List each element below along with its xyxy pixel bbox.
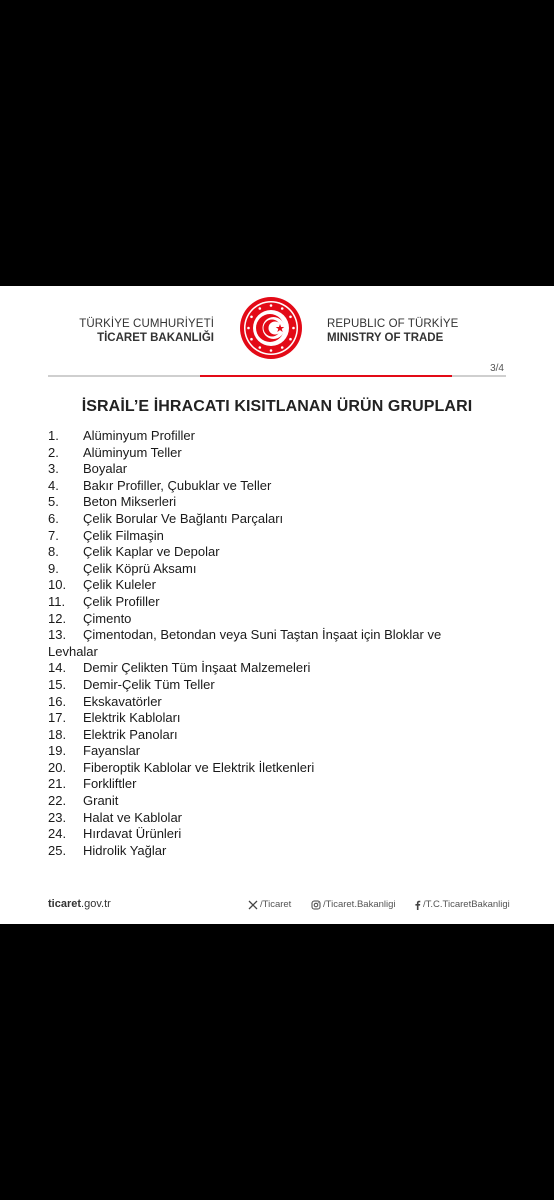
list-item — [48, 677, 468, 694]
x-social-link[interactable] — [248, 899, 291, 910]
x-logo-icon — [248, 900, 258, 910]
item-text: Çelik Kaplar ve Depolar — [83, 544, 220, 560]
list-item — [48, 594, 468, 611]
instagram-social-link[interactable] — [311, 899, 396, 910]
website-domain: .gov.tr — [81, 898, 111, 910]
list-item — [48, 776, 468, 793]
page-number: 3/4 — [490, 363, 504, 374]
letterhead-left — [79, 317, 214, 345]
list-item — [48, 743, 468, 760]
item-text: Beton Mikserleri — [83, 494, 177, 510]
item-text: Fiberoptik Kablolar ve Elektrik İletkenleri — [83, 759, 315, 775]
item-number: 25. — [48, 842, 67, 858]
item-number: 1. — [48, 428, 59, 443]
item-text: Demir-Çelik Tüm Teller — [83, 676, 215, 692]
item-text: Halat ve Kablolar — [83, 809, 182, 825]
facebook-icon — [414, 900, 421, 910]
list-item — [48, 511, 468, 528]
list-item — [48, 810, 468, 827]
list-item — [48, 627, 468, 644]
item-number: 16. — [48, 693, 67, 709]
list-item — [48, 660, 468, 677]
item-number: 19. — [48, 743, 67, 759]
item-text: Çelik Borular Ve Bağlantı Parçaları — [83, 510, 284, 526]
list-item — [48, 843, 468, 860]
item-text: Bakır Profiller, Çubuklar ve Teller — [83, 477, 272, 493]
product-group-list — [48, 428, 468, 859]
list-item-continuation — [48, 644, 468, 661]
item-text: Demir Çelikten Tüm İnşaat Malzemeleri — [83, 660, 311, 676]
item-text: Çelik Köprü Aksamı — [83, 560, 197, 576]
item-number: 4. — [48, 477, 59, 493]
list-item — [48, 445, 468, 462]
instagram-icon — [311, 900, 321, 910]
item-text: Elektrik Kabloları — [83, 710, 181, 726]
list-item — [48, 793, 468, 810]
item-text: Ekskavatörler — [83, 693, 162, 709]
list-item — [48, 461, 468, 478]
footer — [0, 898, 554, 918]
list-item — [48, 694, 468, 711]
item-number: 10. — [48, 577, 67, 593]
letterhead-right — [327, 317, 458, 345]
ministry-name-tr: TİCARET BAKANLIĞI — [97, 332, 214, 344]
list-item — [48, 478, 468, 495]
header-divider — [48, 375, 506, 377]
item-text: Çelik Kuleler — [83, 577, 156, 593]
republic-name-tr: TÜRKİYE CUMHURİYETİ — [79, 318, 214, 330]
item-number: 6. — [48, 510, 59, 526]
x-handle: /Ticaret — [260, 899, 292, 910]
item-text: Granit — [83, 793, 119, 809]
list-item — [48, 428, 468, 445]
item-number: 7. — [48, 527, 59, 543]
list-item — [48, 561, 468, 578]
website-link[interactable] — [48, 898, 111, 910]
item-number: 20. — [48, 759, 67, 775]
document-title: İSRAİL’E İHRACATI KISITLANAN ÜRÜN GRUPLARI — [81, 398, 473, 415]
instagram-handle: /Ticaret.Bakanligi — [323, 899, 396, 910]
document-page — [0, 286, 554, 924]
item-text: Çimentodan, Betondan veya Suni Taştan İnşaat için Bloklar ve — [83, 627, 442, 643]
item-text: Fayanslar — [83, 743, 141, 759]
item-number: 2. — [48, 444, 59, 460]
list-item — [48, 544, 468, 561]
item-text: Çimento — [83, 610, 132, 626]
item-number: 13. — [48, 627, 67, 643]
website-bold: ticaret — [48, 898, 82, 910]
list-item — [48, 826, 468, 843]
item-number: 8. — [48, 544, 59, 560]
facebook-handle: /T.C.TicaretBakanligi — [423, 899, 510, 910]
list-item — [48, 494, 468, 511]
item-number: 18. — [48, 726, 67, 742]
letterhead — [0, 286, 554, 376]
item-text: Alüminyum Teller — [83, 444, 182, 460]
list-item — [48, 577, 468, 594]
item-text: Çelik Filmaşin — [83, 527, 164, 543]
item-number: 3. — [48, 461, 59, 477]
item-text: Hırdavat Ürünleri — [83, 826, 182, 842]
item-number: 14. — [48, 660, 67, 676]
item-text: Forkliftler — [83, 776, 137, 792]
item-number: 9. — [48, 560, 59, 576]
item-text: Hidrolik Yağlar — [83, 842, 167, 858]
header-divider-accent — [200, 375, 452, 377]
item-number: 15. — [48, 676, 67, 692]
item-text: Alüminyum Profiller — [83, 428, 195, 443]
list-item — [48, 611, 468, 628]
facebook-social-link[interactable] — [414, 899, 510, 910]
item-number: 24. — [48, 826, 67, 842]
item-number: 17. — [48, 710, 67, 726]
item-number: 12. — [48, 610, 67, 626]
item-text-continuation: Levhalar — [48, 643, 98, 659]
ministry-emblem-icon — [238, 295, 304, 361]
ministry-name-en: MINISTRY OF TRADE — [327, 332, 444, 344]
list-item — [48, 727, 468, 744]
item-number: 23. — [48, 809, 67, 825]
list-item — [48, 710, 468, 727]
item-number: 5. — [48, 494, 59, 510]
item-text: Elektrik Panoları — [83, 726, 178, 742]
item-text: Çelik Profiller — [83, 593, 160, 609]
item-text: Boyalar — [83, 461, 128, 477]
list-item — [48, 528, 468, 545]
item-number: 21. — [48, 776, 67, 792]
republic-name-en: REPUBLIC OF TÜRKİYE — [327, 318, 459, 330]
list-item — [48, 760, 468, 777]
item-number: 11. — [48, 593, 66, 609]
item-number: 22. — [48, 793, 67, 809]
